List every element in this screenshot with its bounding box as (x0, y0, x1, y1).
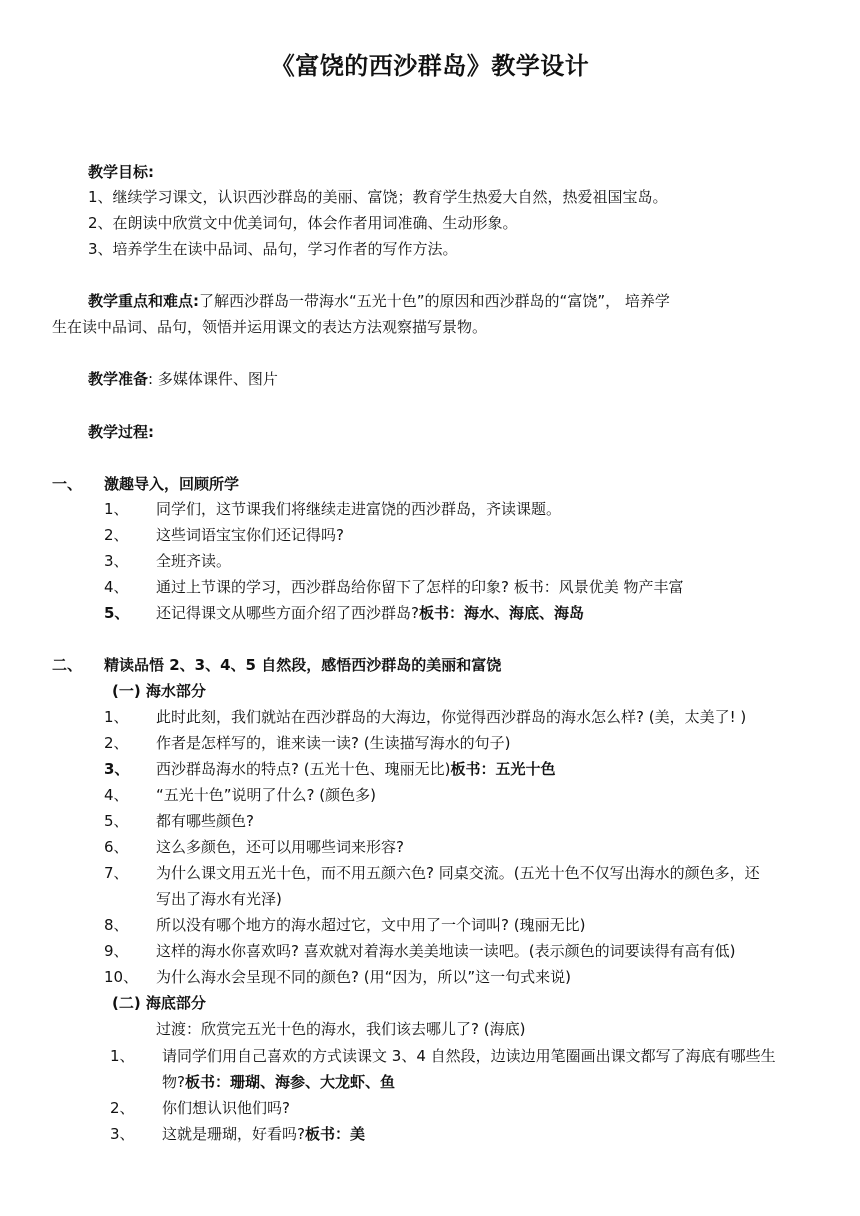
list-item-number: 1、 (110, 1047, 135, 1065)
list-item: 你们想认识他们吗? (162, 1099, 290, 1117)
list-item-text: 还记得课文从哪些方面介绍了西沙群岛? (156, 604, 419, 622)
list-item: 通过上节课的学习，西沙群岛给你留下了怎样的印象? 板书：风景优美 物产丰富 (156, 578, 684, 596)
list-item-number: 9、 (104, 942, 129, 960)
list-item-text: 西沙群岛海水的特点? (五光十色、瑰丽无比) (156, 760, 451, 778)
list-item: 都有哪些颜色? (156, 812, 254, 830)
list-item-text: 这就是珊瑚，好看吗? (162, 1125, 305, 1143)
list-item-number: 2、 (104, 526, 129, 544)
section-title: 精读品悟 2、3、4、5 自然段，感悟西沙群岛的美丽和富饶 (104, 656, 502, 674)
list-item-number: 1、 (104, 500, 129, 518)
list-item-number: 4、 (104, 786, 129, 804)
list-item-text: 物? (162, 1073, 185, 1091)
preparation-line (88, 369, 278, 389)
list-item-number: 3、 (104, 552, 129, 570)
key-points-label: 教学重点和难点: (88, 292, 199, 310)
process-heading: 教学过程: (88, 423, 154, 441)
board-note: 板书：五光十色 (450, 760, 556, 778)
list-item: 此时此刻，我们就站在西沙群岛的大海边，你觉得西沙群岛的海水怎么样? (美，太美了! ) (156, 708, 747, 726)
list-item: 全班齐读。 (156, 552, 232, 570)
list-item (156, 759, 555, 779)
list-item: “五光十色”说明了什么? (颜色多) (156, 786, 376, 804)
list-item-continuation: 写出了海水有光泽) (156, 890, 282, 908)
list-item: 为什么课文用五光十色，而不用五颜六色? 同桌交流。(五光十色不仅写出海水的颜色多，还 (156, 864, 760, 882)
key-points-continuation: 生在读中品词、品句，领悟并运用课文的表达方法观察描写景物。 (52, 318, 488, 336)
list-item: 同学们，这节课我们将继续走进富饶的西沙群岛，齐读课题。 (156, 500, 562, 518)
list-item: 所以没有哪个地方的海水超过它，文中用了一个词叫? (瑰丽无比) (156, 916, 586, 934)
board-note: 板书：珊瑚、海参、大龙虾、鱼 (184, 1073, 395, 1091)
list-item-number: 3、 (110, 1125, 135, 1143)
list-item (156, 603, 584, 623)
list-item-number: 8、 (104, 916, 129, 934)
document-title: 《富饶的西沙群岛》教学设计 (270, 52, 590, 80)
section-title: 激趣导入，回顾所学 (104, 475, 240, 493)
subsection-title: (二) 海底部分 (112, 994, 206, 1012)
objective-item: 1、继续学习课文，认识西沙群岛的美丽、富饶；教育学生热爱大自然，热爱祖国宝岛。 (88, 188, 668, 206)
section-number: 一、 (52, 475, 83, 493)
objective-item: 2、在朗读中欣赏文中优美词句，体会作者用词准确、生动形象。 (88, 214, 518, 232)
objective-item: 3、培养学生在读中品词、品句，学习作者的写作方法。 (88, 240, 458, 258)
list-item-number: 7、 (104, 864, 129, 882)
key-points-text: 了解西沙群岛一带海水“五光十色”的原因和西沙群岛的“富饶”， 培养学 (199, 292, 670, 310)
list-item-number: 3、 (104, 760, 130, 778)
key-points-line (88, 291, 670, 311)
list-item-number: 4、 (104, 578, 129, 596)
list-item: 这样的海水你喜欢吗? 喜欢就对着海水美美地读一读吧。(表示颜色的词要读得有高有低) (156, 942, 736, 960)
list-item-number: 6、 (104, 838, 129, 856)
section-number: 二、 (52, 656, 83, 674)
list-item-number: 1、 (104, 708, 129, 726)
list-item: 请同学们用自己喜欢的方式读课文 3、4 自然段，边读边用笔圈画出课文都写了海底有哪些生 (162, 1047, 776, 1065)
list-item-number: 5、 (104, 604, 130, 622)
list-item-number: 10、 (104, 968, 139, 986)
objectives-heading: 教学目标: (88, 163, 154, 181)
list-item: 为什么海水会呈现不同的颜色? (用“因为，所以”这一句式来说) (156, 968, 571, 986)
preparation-label: 教学准备 (88, 370, 149, 388)
list-item-number: 2、 (110, 1099, 135, 1117)
list-item: 这些词语宝宝你们还记得吗? (156, 526, 344, 544)
preparation-text: : 多媒体课件、图片 (148, 370, 278, 388)
transition-text: 过渡：欣赏完五光十色的海水，我们该去哪儿了? (海底) (156, 1020, 526, 1038)
board-note: 板书：美 (304, 1125, 365, 1143)
list-item: 这么多颜色，还可以用哪些词来形容? (156, 838, 404, 856)
list-item-number: 2、 (104, 734, 129, 752)
board-note: 板书：海水、海底、海岛 (418, 604, 584, 622)
subsection-title: (一) 海水部分 (112, 682, 206, 700)
list-item: 作者是怎样写的，谁来读一读? (生读描写海水的句子) (156, 734, 511, 752)
list-item-number: 5、 (104, 812, 129, 830)
list-item (162, 1124, 365, 1144)
list-item-continuation (162, 1072, 395, 1092)
